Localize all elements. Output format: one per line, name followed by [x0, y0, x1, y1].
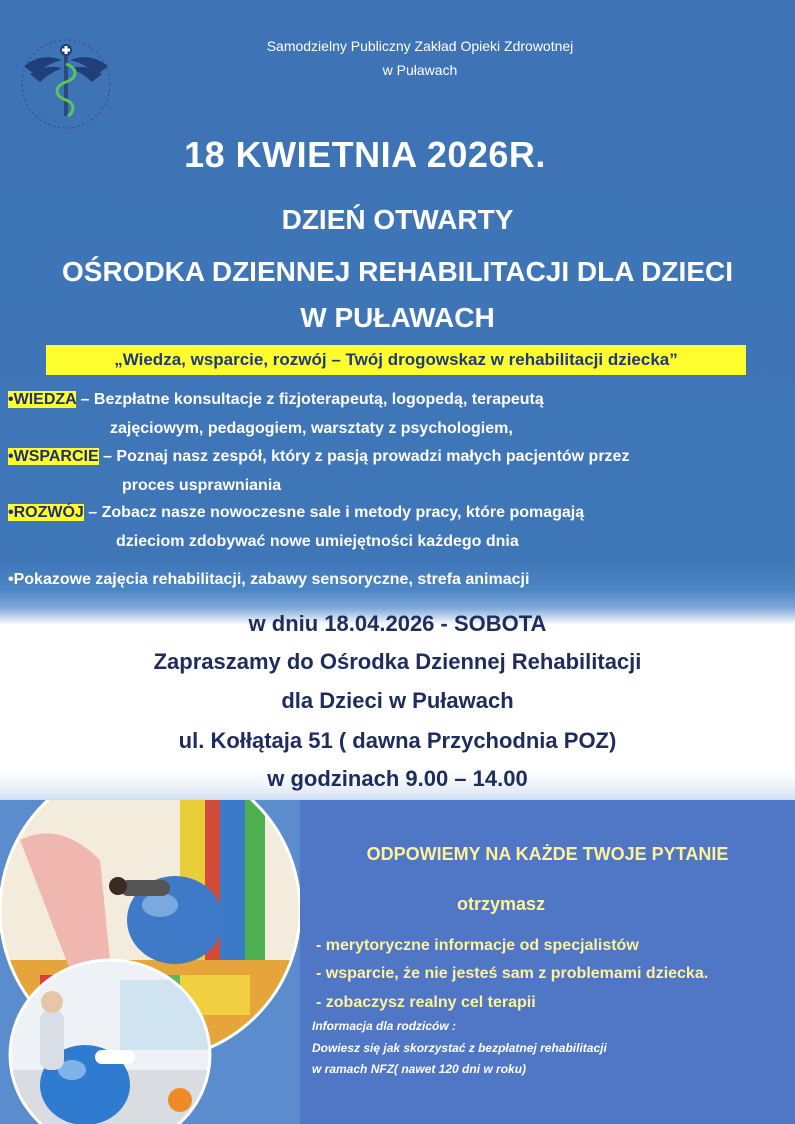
questions-panel — [300, 800, 795, 1124]
organization-line-1: Samodzielny Publiczny Zakład Opieki Zdrowotnej — [266, 38, 574, 54]
invitation-hours: w godzinach 9.00 – 14.00 — [267, 766, 528, 791]
questions-subtitle: otrzymasz — [457, 894, 546, 914]
feature-rozwoj — [8, 503, 584, 523]
organization-line-2: w Puławach — [382, 62, 458, 78]
questions-title: ODPOWIEMY NA KAŻDE TWOJE PYTANIE — [366, 844, 729, 864]
feature-wiedza-continued: zajęciowym, pedagogiem, warsztaty z psychologiem, — [110, 420, 513, 437]
invitation-address: ul. Kołłątaja 51 ( dawna Przychodnia POZ) — [178, 728, 617, 753]
benefit-item: - merytoryczne informacje od specjalistów — [316, 937, 639, 954]
info-line-1: Dowiesz się jak skorzystać z bezpłatnej rehabilitacji — [312, 1041, 607, 1055]
invitation-line-3: dla Dzieci w Puławach — [281, 688, 514, 713]
benefit-item: - wsparcie, że nie jesteś sam z problemami dziecka. — [316, 965, 709, 982]
feature-keyword: •WIEDZA — [8, 391, 77, 408]
info-label: Informacja dla rodziców : — [312, 1019, 457, 1033]
feature-wiedza — [8, 390, 544, 410]
caduceus-logo-icon — [16, 34, 116, 134]
info-line-2: w ramach NFZ( nawet 120 dni w roku) — [312, 1062, 527, 1076]
feature-text: – Zobacz nasze nowoczesne sale i metody pracy, które pomagają — [83, 504, 585, 521]
event-title-line-3: W PUŁAWACH — [300, 302, 495, 333]
feature-extra: •Pokazowe zajęcia rehabilitacji, zabawy sensoryczne, strefa animacji — [8, 571, 530, 588]
feature-keyword: •ROZWÓJ — [8, 504, 84, 521]
event-title-line-1: DZIEŃ OTWARTY — [281, 204, 514, 235]
event-title-line-2: OŚRODKA DZIENNEJ REHABILITACJI DLA DZIECI — [62, 256, 733, 287]
feature-text: – Poznaj nasz zespół, który z pasją prowadzi małych pacjentów przez — [98, 448, 630, 465]
organization-name — [200, 34, 640, 82]
rehabilitation-photos — [0, 800, 300, 1124]
feature-wsparcie-continued: proces usprawniania — [122, 477, 282, 494]
feature-keyword: •WSPARCIE — [8, 448, 99, 465]
event-date-title: 18 KWIETNIA 2026R. — [184, 134, 546, 175]
feature-wsparcie — [8, 447, 629, 467]
invitation-date: w dniu 18.04.2026 - SOBOTA — [248, 611, 547, 636]
invitation-line-2: Zapraszamy do Ośrodka Dziennej Rehabilitacji — [153, 649, 642, 674]
benefit-item: - zobaczysz realny cel terapii — [316, 994, 536, 1011]
slogan-banner: „Wiedza, wsparcie, rozwój – Twój drogowskaz w rehabilitacji dziecka” — [46, 345, 746, 375]
feature-rozwoj-continued: dzieciom zdobywać nowe umiejętności każdego dnia — [116, 533, 519, 550]
feature-text: – Bezpłatne konsultacje z fizjoterapeutą, logopedą, terapeutą — [76, 391, 544, 408]
